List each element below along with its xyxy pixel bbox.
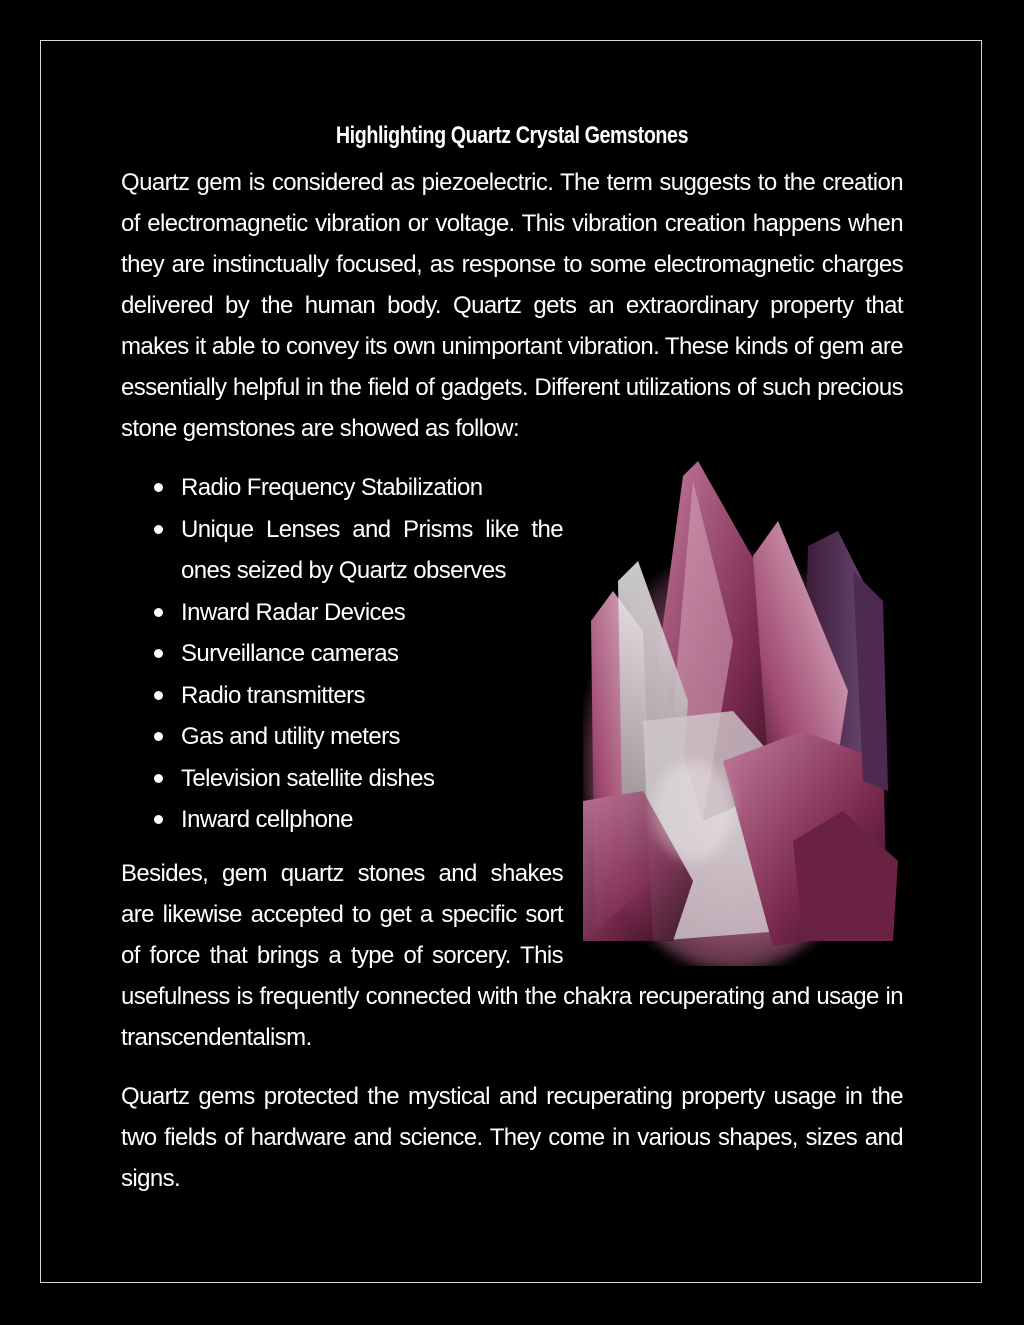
uses-list bbox=[121, 467, 584, 841]
list-item: Radio Frequency Stabilization bbox=[121, 467, 584, 509]
bullet-icon bbox=[154, 608, 163, 617]
list-item: Gas and utility meters bbox=[121, 716, 584, 758]
bullet-icon bbox=[154, 525, 163, 534]
document-body bbox=[121, 122, 903, 1199]
list-item: Radio transmitters bbox=[121, 675, 584, 717]
sorcery-paragraph: Besides, gem quartz stones and shakes are likewise accepted to get a specific sort of force that brings a type of sorcery. This usefulness is frequently connected with the chakra recuperating and usage in transcendentalism. bbox=[121, 859, 903, 1051]
bullet-icon bbox=[154, 691, 163, 700]
page-title: Highlighting Quartz Crystal Gemstones bbox=[335, 122, 689, 149]
list-item: Inward cellphone bbox=[121, 799, 584, 841]
list-item: Inward Radar Devices bbox=[121, 592, 584, 634]
bullet-icon bbox=[154, 774, 163, 783]
bullet-icon bbox=[154, 815, 163, 824]
bullet-icon bbox=[154, 483, 163, 492]
bullet-icon bbox=[154, 649, 163, 658]
bullet-icon bbox=[154, 732, 163, 741]
closing-paragraph: Quartz gems protected the mystical and recuperating property usage in the two fields of hardware and science. They come in various shapes, sizes and signs. bbox=[121, 1082, 903, 1192]
crystal-icon bbox=[583, 461, 903, 966]
intro-paragraph: Quartz gem is considered as piezoelectric. The term suggests to the creation of electromagnetic vibration or voltage. This vibration creation happens when they are instinctually focused, as response to some electromagnetic charges delivered by the human body. Quartz gets an extraordinary property that makes it able to convey its own unimportant vibration. These kinds of gem are essentially helpful in the field of gadgets. Different utilizations of such precious stone gemstones are showed as follow: bbox=[121, 169, 903, 442]
quartz-crystal-image bbox=[583, 461, 903, 966]
list-item: Television satellite dishes bbox=[121, 758, 584, 800]
bullets-section bbox=[121, 467, 903, 1058]
list-item: Unique Lenses and Prisms like the ones seized by Quartz observes bbox=[121, 509, 584, 592]
list-item: Surveillance cameras bbox=[121, 633, 584, 675]
